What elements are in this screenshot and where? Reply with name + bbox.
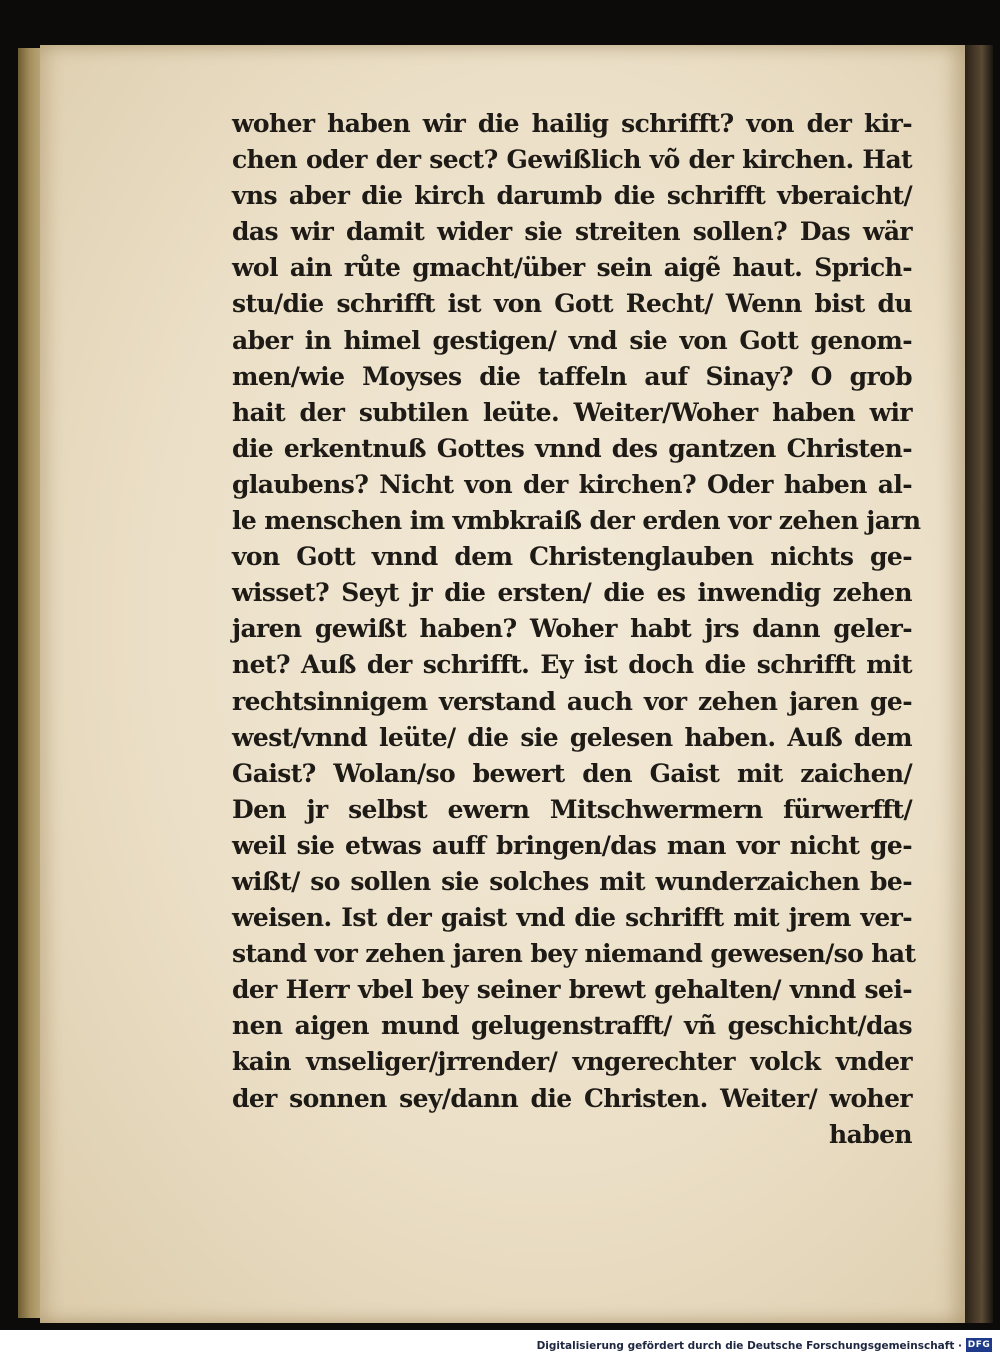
text-line: das wir damit wider sie streiten sollen? Das wär <box>232 217 912 247</box>
text-line: von Gott vnnd dem Christenglauben nichts ge- <box>232 542 912 572</box>
text-line: rechtsinnigem verstand auch vor zehen jaren ge- <box>232 686 912 716</box>
book-edge-right <box>965 45 993 1323</box>
text-line: woher haben wir die hailig schrifft? von der kir- <box>232 109 912 138</box>
text-line: Gaist? Wolan/so bewert den Gaist mit zaichen/ <box>232 758 912 788</box>
text-line: stu/die schrifft ist von Gott Recht/ Wenn bist du <box>232 289 912 319</box>
text-line: wol ain růte gmacht/über sein aigẽ haut. Sprich- <box>232 253 912 283</box>
text-line: glaubens? Nicht von der kirchen? Oder haben al- <box>232 469 912 499</box>
dfg-logo[interactable]: DFG <box>967 1340 991 1350</box>
text-line: jaren gewißt haben? Woher habt jrs dann geler- <box>232 614 912 644</box>
text-line: west/vnnd leüte/ die sie gelesen haben. Auß dem <box>232 722 912 752</box>
text-line: wisset? Seyt jr die ersten/ die es inwendig zehen <box>232 578 912 608</box>
text-line: weil sie etwas auff bringen/das man vor nicht ge- <box>232 830 912 860</box>
text-line: chen oder der sect? Gewißlich võ der kirchen. Hat <box>232 145 912 175</box>
text-line: hait der subtilen leüte. Weiter/Woher haben wir <box>232 397 912 427</box>
text-line: net? Auß der schrifft. Ey ist doch die schrifft mit <box>232 650 912 680</box>
text-line: weisen. Ist der gaist vnd die schrifft mit jrem ver- <box>232 903 912 933</box>
text-line: die erkentnuß Gottes vnnd des gantzen Christen- <box>232 433 912 463</box>
text-line: stand vor zehen jaren bey niemand gewesen/so hat <box>232 939 916 969</box>
text-line: wißt/ so sollen sie solches mit wunderzaichen be- <box>232 866 912 896</box>
text-line: der sonnen sey/dann die Christen. Weiter/ woher <box>232 1083 912 1113</box>
text-line: kain vnseliger/jrrender/ vngerechter volck vnder <box>232 1047 912 1077</box>
text-line: Den jr selbst ewern Mitschwermern fürwerfft/ <box>232 794 912 824</box>
page-text-block <box>232 106 921 1153</box>
text-line: men/wie Moyses die taffeln auf Sinay? O grob <box>232 361 912 391</box>
funding-credit: Digitalisierung gefördert durch die Deutsche Forschungsgemeinschaft · <box>536 1340 962 1352</box>
text-line: nen aigen mund gelugenstrafft/ vñ geschicht/das <box>232 1011 912 1041</box>
footer-bar <box>0 1330 1000 1357</box>
text-line: le menschen im vmbkraiß der erden vor zehen jarn <box>232 506 921 536</box>
text-line: vns aber die kirch darumb die schrifft vberaicht/ <box>232 181 912 211</box>
catchword: haben <box>829 1119 912 1149</box>
text-line: der Herr vbel bey seiner brewt gehalten/ vnnd sei- <box>232 975 912 1005</box>
text-line: aber in himel gestigen/ vnd sie von Gott genom- <box>232 325 912 355</box>
